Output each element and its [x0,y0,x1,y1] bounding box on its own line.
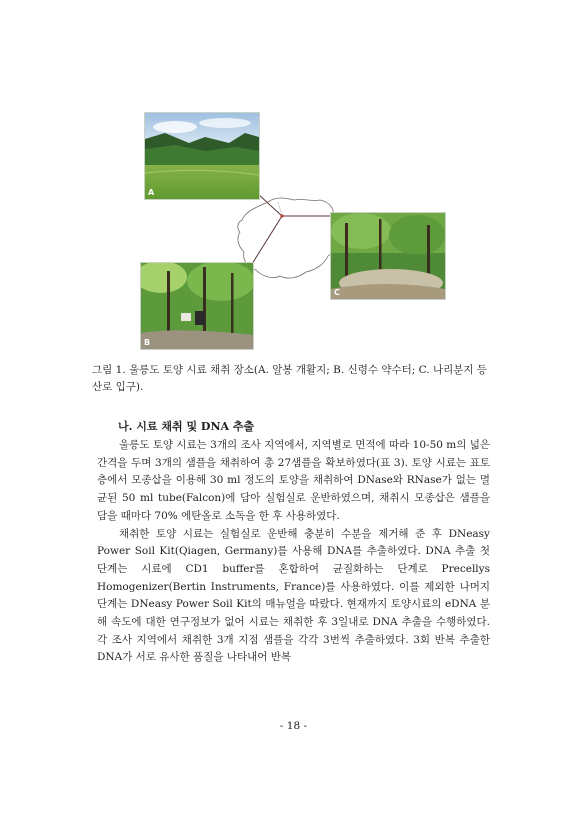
photo-c-image [331,213,445,299]
figure-sampling-sites [140,112,448,352]
page-number: - 18 - [279,720,308,732]
photo-a-image [145,113,259,199]
site-photo-c [330,212,446,300]
section-body [97,437,490,667]
photo-label-a: A [148,188,155,197]
figure-caption: 그림 1. 울릉도 토양 시료 채취 장소(A. 알봉 개활지; B. 신령수 약수터; C. 나리분지 등산로 입구). [92,364,488,393]
paragraph: 울릉도 토양 시료는 3개의 조사 지역에서, 지역별로 면적에 따라 10-50 m의 넓은 간격을 두며 3개의 샘플을 채취하여 총 27샘플을 확보하였다(표 3). 토양 시료는 표토층에서 모종삽을 이용해 30 ml 정도의 토양을 채취하여 DNase와 RNase가 없는 멸균된 50 ml tube(Falcon)에 담아 실험실로 운반하였으며, 채취시 모종삽은 샘플을 담을 때마다 70% 에탄올로 소독을 한 후 사용하였다. [97,439,490,522]
photo-label-c: C [334,288,340,297]
paragraph: 채취한 토양 시료는 실험실로 운반해 충분히 수분을 제거해 준 후 DNeasy Power Soil Kit(Qiagen, Germany)를 사용해 DNA를 추출하였다. DNA 추출 첫 단계는 시료에 CD1 buffer를 혼합하여 균질화하는 단계로 Precellys Homogenizer(Bertin Instruments, France)를 사용하였다. 이를 제외한 나머지 단계는 DNeasy Power Soil Kit의 매뉴얼을 따랐다. 현재까지 토양시료의 eDNA 분해 속도에 대한 연구정보가 없어 시료는 채취한 후 3일내로 DNA 추출을 수행하였다. 각 조사 지역에서 채취한 3개 지점 샘플을 각각 3번씩 추출하였다. 3회 반복 추출한 DNA가 서로 유사한 품질을 나타내어 반복 [97,527,490,664]
photo-label-b: B [144,338,151,347]
photo-b-image [141,263,253,349]
site-photo-a [144,112,260,200]
site-photo-b [140,262,254,350]
site-marker [280,214,283,217]
section-heading: 나. 시료 채취 및 DNA 추출 [118,420,255,433]
